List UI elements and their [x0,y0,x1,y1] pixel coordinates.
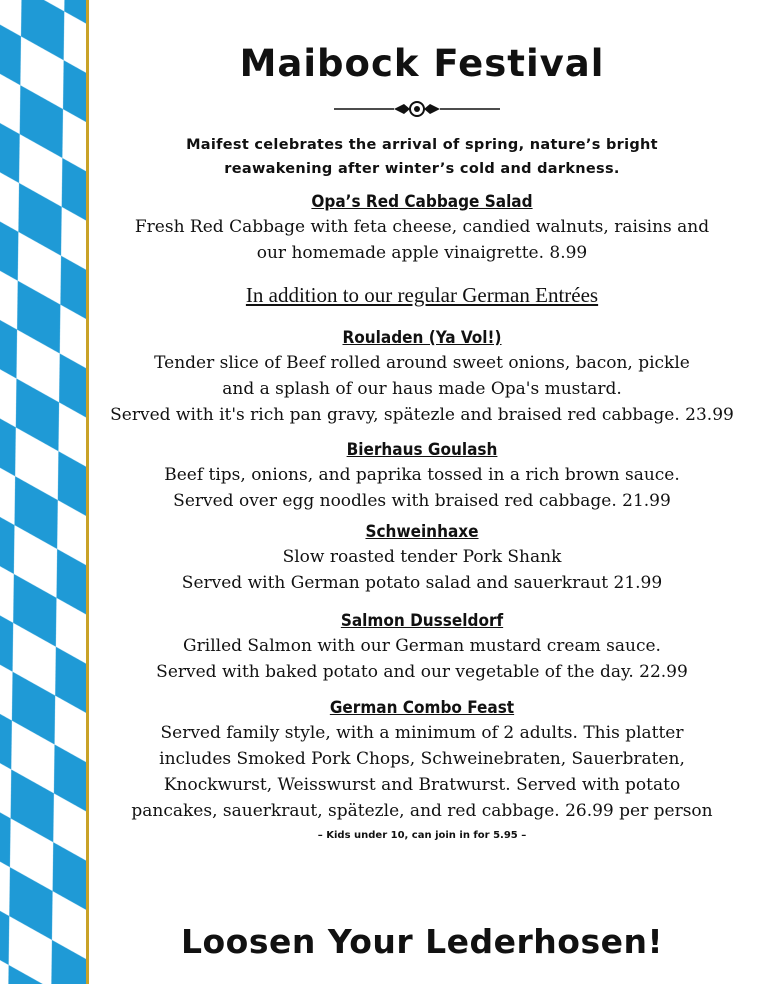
menu-item-heading: Salmon Dusseldorf [340,611,504,631]
menu-item-description: Served family style, with a minimum of 2 adults. This platter includes Smoked Pork Chops, Schweinebraten, Sauerbraten, Knockwurst, Weisswurst and Bratwurst. Served with potato pancakes, sauerkraut, spätezle, and red cabbage. 26.99 per person [131,723,713,821]
bavarian-diamond-pattern [0,0,86,984]
page-title: Maibock Festival [239,42,605,85]
scroll-divider-icon [332,98,502,120]
salad-description: Fresh Red Cabbage with feta cheese, candied walnuts, raisins and our homemade apple vinaigrette. 8.99 [134,217,710,263]
menu-item [92,696,752,824]
menu-item [92,520,752,596]
salad-heading: Opa’s Red Cabbage Salad [311,192,533,212]
menu-item-description: Grilled Salmon with our German mustard cream sauce. Served with baked potato and our vegetable of the day. 22.99 [156,636,688,682]
gold-border [86,0,89,984]
entrees-subheading: In addition to our regular German Entrées [245,283,599,307]
menu-item-description: Slow roasted tender Pork Shank Served with German potato salad and sauerkraut 21.99 [181,547,663,593]
menu-item [92,609,752,685]
menu-item-heading: German Combo Feast [329,698,515,718]
menu-page [92,0,752,984]
menu-item-description: Tender slice of Beef rolled around sweet onions, bacon, pickle and a splash of our haus made Opa's mustard. Served with it's rich pan gravy, spätezle and braised red cabbage. 23.99 [110,353,734,425]
menu-item-heading: Schweinhaxe [365,522,479,542]
kids-note: – Kids under 10, can join in for 5.95 – [317,830,527,841]
intro-text: Maifest celebrates the arrival of spring, nature’s bright reawakening after winter’s cold and darkness. [186,137,658,177]
menu-item [92,438,752,514]
menu-item-heading: Bierhaus Goulash [346,440,498,460]
menu-item-heading: Rouladen (Ya Vol!) [342,328,502,348]
salad-section [92,190,752,266]
menu-item-description: Beef tips, onions, and paprika tossed in a rich brown sauce. Served over egg noodles with braised red cabbage. 21.99 [164,465,680,511]
footer-slogan: Loosen Your Lederhosen! [180,922,664,961]
menu-item [92,326,752,428]
